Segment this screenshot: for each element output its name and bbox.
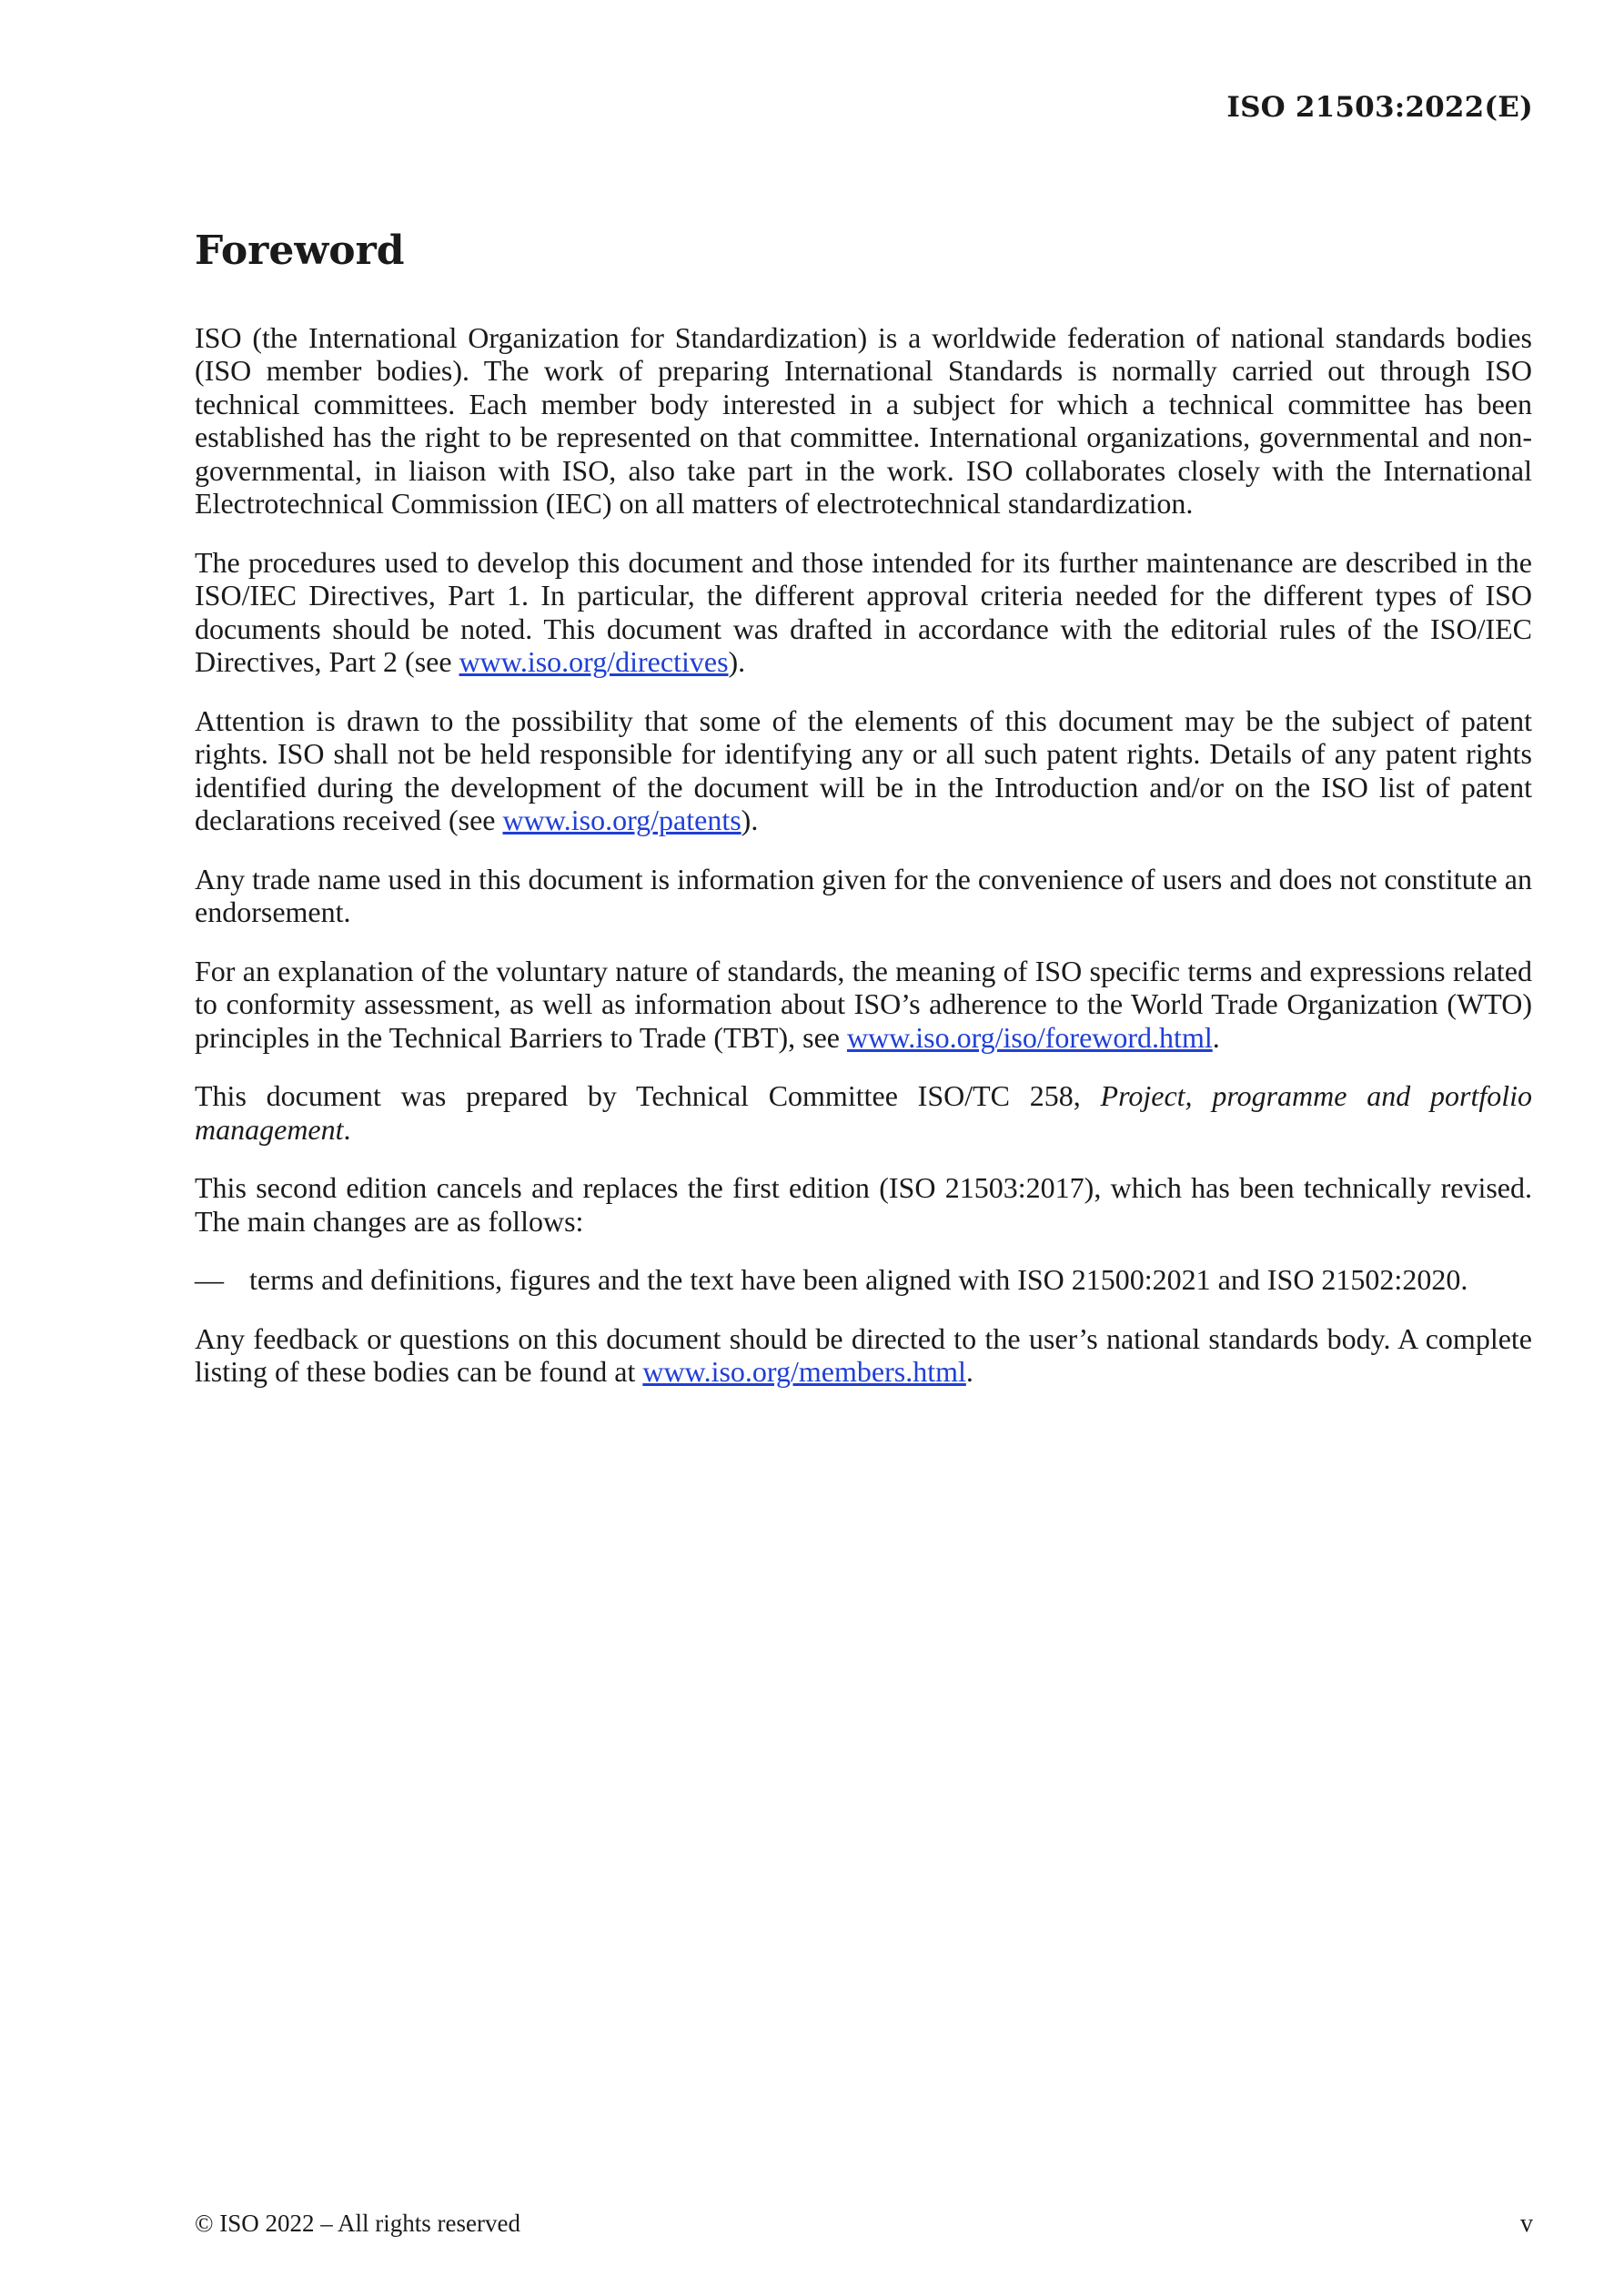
list-item — [195, 1263, 1532, 1297]
paragraph-text: ). — [728, 645, 746, 679]
page-number: v — [1520, 2210, 1533, 2238]
directives-link[interactable]: www.iso.org/directives — [459, 645, 729, 679]
page-footer — [195, 2210, 1533, 2239]
paragraph-trade-name: Any trade name used in this document is information given for the convenience of users and does not constitute an endorsement. — [195, 862, 1532, 929]
paragraph-text: This document was prepared by Technical Committee ISO/TC 258, — [195, 1079, 1101, 1113]
members-link[interactable]: www.iso.org/members.html — [642, 1355, 966, 1389]
paragraph-text: . — [343, 1112, 351, 1146]
paragraph-text: Attention is drawn to the possibility that some of the elements of this document may be the subject of patent rights. ISO shall not be held responsible for identifying any or all such patent rights. Details of any patent rights identified during the development of the document will be in the Introduction and/or on the ISO list of patent declarations received (see — [195, 703, 1532, 837]
patents-link[interactable]: www.iso.org/patents — [502, 804, 741, 837]
list-item-text: terms and definitions, figures and the text have been aligned with ISO 21500:2021 and ISO 21502:2020. — [249, 1263, 1468, 1297]
paragraph-text: . — [965, 1355, 973, 1389]
paragraph-procedures — [195, 546, 1532, 679]
paragraph-text: ). — [741, 804, 759, 837]
paragraph-voluntary-nature — [195, 955, 1532, 1055]
foreword-content — [195, 228, 1532, 1414]
paragraph-text: . — [1212, 1020, 1220, 1054]
document-id-header: ISO 21503:2022(E) — [1226, 91, 1533, 124]
paragraph-feedback — [195, 1322, 1532, 1389]
paragraph-edition: This second edition cancels and replaces the first edition (ISO 21503:2017), which has been technically revised. The main changes are as follows: — [195, 1171, 1532, 1238]
list-dash: — — [195, 1263, 224, 1297]
paragraph-text: Any feedback or questions on this document should be directed to the user’s national standards body. A complete listing of these bodies can be found at — [195, 1321, 1532, 1389]
paragraph-patent-rights — [195, 704, 1532, 837]
foreword-link[interactable]: www.iso.org/iso/foreword.html — [846, 1020, 1213, 1054]
paragraph-text: The procedures used to develop this document and those intended for its further maintenance are described in the ISO/IEC Directives, Part 1. In particular, the different approval criteria needed for the different types of ISO documents should be noted. This document was drafted in accordance with the editorial rules of the ISO/IEC Directives, Part 2 (see — [195, 545, 1532, 679]
page-title: Foreword — [195, 228, 405, 274]
committee-title: Project, programme and portfolio management — [195, 1079, 1533, 1146]
paragraph-text: For an explanation of the voluntary nature of standards, the meaning of ISO specific terms and expressions related to conformity assessment, as well as information about ISO’s adherence to the World Trade Organization (WTO) principles in the Technical Barriers to Trade (TBT), see — [195, 954, 1532, 1054]
copyright-notice: © ISO 2022 – All rights reserved — [195, 2210, 520, 2237]
paragraph-committee — [195, 1079, 1532, 1146]
paragraph-iso-intro: ISO (the International Organization for Standardization) is a worldwide federation of national standards bodies (ISO member bodies). The work of preparing International Standards is normally carried out through ISO technical committees. Each member body interested in a subject for which a technical committee has been established has the right to be represented on that committee. International organizations, governmental and non-governmental, in liaison with ISO, also take part in the work. ISO collaborates closely with the International Electrotechnical Commission (IEC) on all matters of electrotechnical standardization. — [195, 320, 1532, 521]
